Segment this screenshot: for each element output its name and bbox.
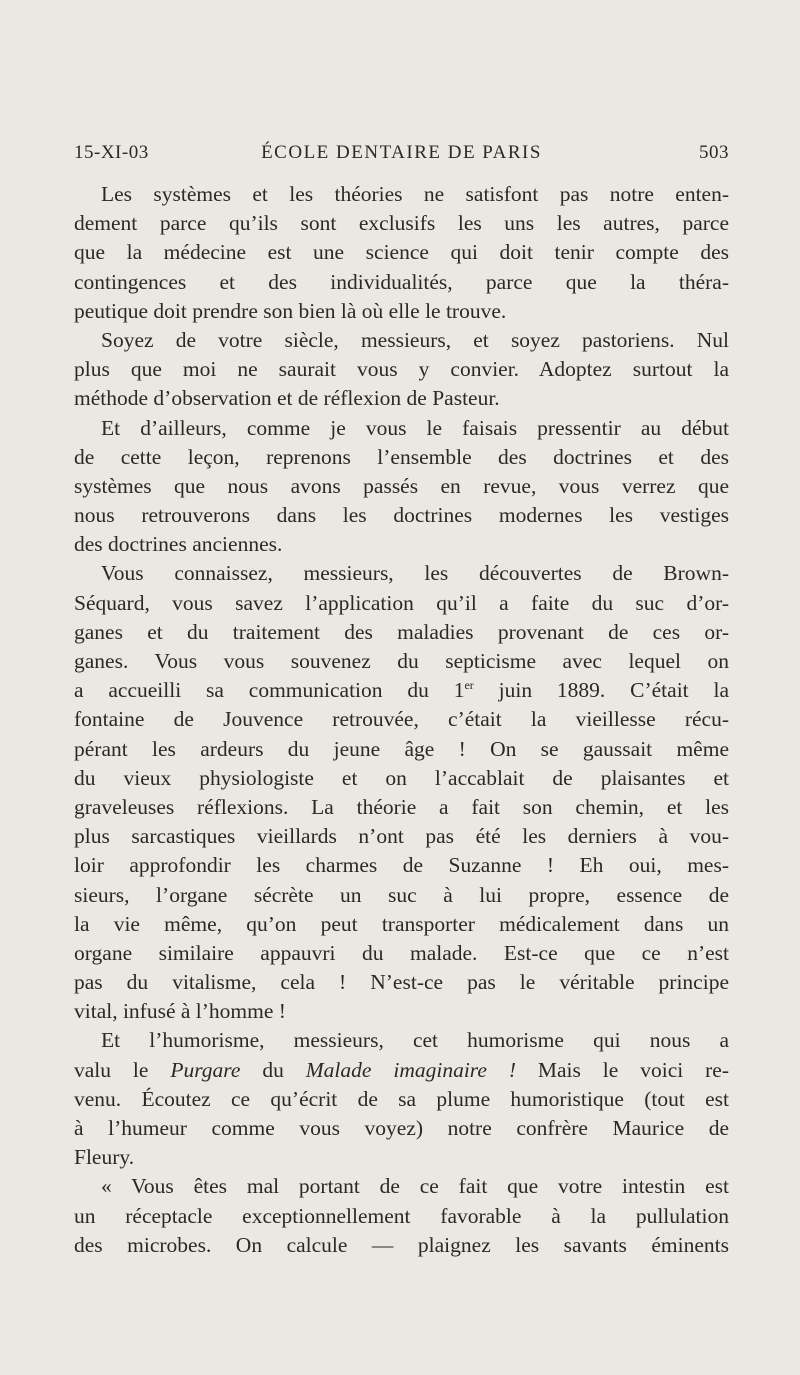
italic-title: Purgare	[170, 1057, 241, 1082]
text-line: méthode d’observation et de réflexion de Pasteur.	[74, 386, 500, 411]
text-segment: juin 1889. C’était la	[473, 678, 729, 703]
text-line: pérant les ardeurs du jeune âge ! On se gaussait même	[74, 736, 729, 761]
text-line: plus que moi ne saurait vous y convier. Adoptez surtout la	[74, 357, 729, 382]
text-line: systèmes que nous avons passés en revue, vous verrez que	[74, 473, 729, 498]
text-line: Les systèmes et les théories ne satisfont pas notre enten-	[101, 182, 729, 206]
text-line: à l’humeur comme vous voyez) notre confrère Maurice de	[74, 1116, 729, 1140]
text-line: fontaine de Jouvence retrouvée, c’était la vieillesse récu-	[74, 707, 729, 732]
text-line: contingences et des individualités, parce que la théra-	[74, 269, 729, 294]
text-line	[74, 1056, 729, 1085]
text-line: dement parce qu’ils sont exclusifs les uns les autres, parce	[74, 211, 729, 236]
text-segment: valu le	[74, 1057, 171, 1082]
issue-date: 15-XI-03	[74, 142, 149, 163]
text-line: Et d’ailleurs, comme je vous le faisais pressentir au début	[101, 415, 729, 440]
text-line: de cette leçon, reprenons l’ensemble des doctrines et des	[74, 444, 729, 469]
text-line: pas du vitalisme, cela ! N’est-ce pas le véritable principe	[74, 970, 729, 995]
text-line: Vous connaissez, messieurs, les découvertes de Brown-	[101, 561, 729, 586]
text-line: du vieux physiologiste et on l’accablait de plaisantes et	[74, 765, 729, 790]
text-line: peutique doit prendre son bien là où elle le trouve.	[74, 298, 507, 323]
text-line: Fleury.	[74, 1145, 135, 1170]
text-line: plus sarcastiques vieillards n’ont pas été les derniers à vou-	[74, 824, 729, 849]
text-line: organe similaire appauvri du malade. Est-ce que ce n’est	[74, 940, 729, 965]
text-line: graveleuses réflexions. La théorie a fait son chemin, et les	[74, 794, 729, 819]
text-line: Soyez de votre siècle, messieurs, et soyez pastoriens. Nul	[101, 327, 729, 352]
text-line: nous retrouverons dans les doctrines modernes les vestiges	[74, 503, 729, 528]
italic-title: Malade imaginaire !	[305, 1057, 516, 1082]
text-line: loir approfondir les charmes de Suzanne ! Eh oui, mes-	[74, 853, 729, 878]
text-line: vital, infusé à l’homme !	[74, 999, 286, 1024]
body-text	[74, 180, 729, 1260]
text-line: sieurs, l’organe sécrète un suc à lui propre, essence de	[74, 882, 729, 907]
superscript: er	[464, 678, 474, 693]
text-segment: du	[240, 1057, 306, 1082]
text-line: un réceptacle exceptionnellement favorable à la pullulation	[74, 1203, 729, 1228]
running-title: ÉCOLE DENTAIRE DE PARIS	[261, 142, 542, 163]
text-line: Et l’humorisme, messieurs, cet humorisme qui nous a	[101, 1028, 729, 1053]
text-segment: Mais le voici re-	[515, 1057, 729, 1082]
text-line: « Vous êtes mal portant de ce fait que votre intestin est	[101, 1174, 729, 1199]
text-line: venu. Écoutez ce qu’écrit de sa plume humoristique (tout est	[74, 1086, 729, 1111]
page-number: 503	[699, 142, 729, 163]
text-line: que la médecine est une science qui doit tenir compte des	[74, 240, 729, 265]
text-line	[74, 676, 729, 705]
text-line: la vie même, qu’on peut transporter médicalement dans un	[74, 911, 729, 936]
text-segment: a accueilli sa communication du 1	[74, 678, 465, 703]
text-line: ganes et du traitement des maladies provenant de ces or-	[74, 619, 729, 644]
text-line: des microbes. On calcule — plaignez les savants éminents	[74, 1232, 729, 1257]
page-header	[74, 142, 729, 172]
text-line: Séquard, vous savez l’application qu’il a faite du suc d’or-	[74, 590, 729, 615]
text-line: ganes. Vous vous souvenez du septicisme avec lequel on	[74, 649, 729, 673]
text-line: des doctrines anciennes.	[74, 532, 283, 557]
